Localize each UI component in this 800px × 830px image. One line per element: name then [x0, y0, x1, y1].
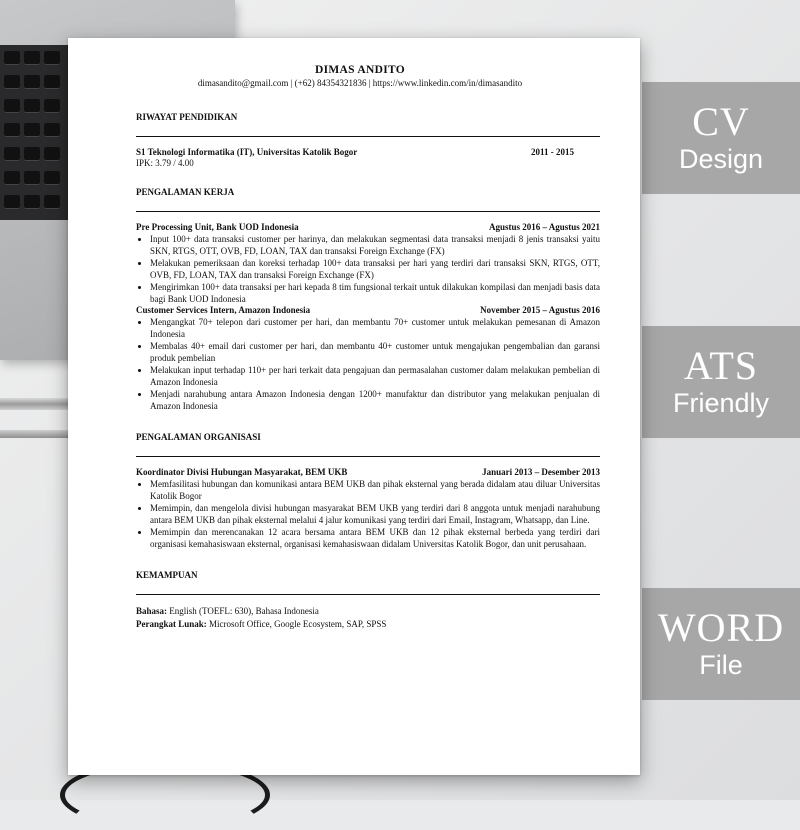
education-date: 2011 - 2015 [530, 147, 574, 157]
education-gpa: IPK: 3.79 / 4.00 [136, 158, 194, 168]
badge-ats-friendly [642, 326, 800, 438]
badge-ats-subtitle: Friendly [672, 388, 770, 418]
skills-language-label: Bahasa: [136, 606, 168, 616]
experience-bullet-list [136, 233, 600, 305]
experience-entry-heading [136, 222, 600, 232]
skills-software-label: Perangkat Lunak: [136, 619, 207, 629]
list-item: • Input 100+ data transaksi customer per harinya, dan melakukan segmentasi data transaksi menjadi 8 jenis transaksi yaitu SKN, RTGS, OTT, OVB, FD, LOAN, TAX dan transaksi Foreign Exchange (FX) [150, 233, 600, 257]
experience-entry-heading [136, 305, 600, 315]
list-item: • Mengirimkan 100+ data transaksi per hari kepada 8 tim fungsional terkait untuk dilakukan kompilasi dan menjadi basis data bagi Bank UOD Indonesia [150, 281, 600, 305]
list-item: • Melakukan input terhadap 110+ per hari terkait data pengajuan dan permasalahan customer dalam melakukan pembelian di Amazon Indonesia [150, 364, 600, 388]
badge-cv-title: CV [692, 99, 750, 144]
cv-name: DIMAS ANDITO [315, 64, 405, 76]
badge-cv-design [642, 82, 800, 194]
organization-bullet-list [136, 478, 600, 550]
section-title-skills: KEMAMPUAN [136, 570, 198, 580]
skills-language [136, 605, 600, 618]
section-title-education: RIWAYAT PENDIDIKAN [136, 112, 238, 122]
experience-date: November 2015 – Agustus 2016 [480, 305, 600, 315]
list-item: • Melakukan pemeriksaan dan koreksi terhadap 100+ data transaksi per hari yang terdiri dari transaksi SKN, RTGS, OTT, OVB, FD, LOAN, TAX dan transaksi Foreign Exchange (FX) [150, 257, 600, 281]
badge-word-file [642, 588, 800, 700]
experience-date: Agustus 2016 – Agustus 2021 [488, 222, 600, 232]
list-item: • Mengangkat 70+ telepon dari customer per hari, dan membantu 70+ customer untuk melakukan pemesanan di Amazon Indonesia [150, 316, 600, 340]
education-entry-heading [136, 147, 600, 157]
list-item: • Menjadi narahubung antara Amazon Indonesia dengan 1200+ manufaktur dan distributor yang melakukan penjualan di Amazon Indonesia [150, 388, 600, 412]
experience-bullet-list [136, 316, 600, 412]
badge-ats-title: ATS [683, 343, 759, 388]
skills-software [136, 618, 600, 631]
list-item: • Memimpin dan merencanakan 12 acara bersama antara BEM UKB dan 12 pihak eksternal berbeda yang terdiri dari organisasi kemahasiswaan eksternal, organisasi kemahasiswaan didalam Universitas Katolik Bogor, dan unit perusahaan. [150, 526, 600, 550]
organization-date: Januari 2013 – Desember 2013 [482, 467, 600, 477]
cv-document [68, 38, 640, 775]
skills-language-value: English (TOEFL: 630), Bahasa Indonesia [167, 606, 319, 616]
section-divider [136, 456, 600, 457]
list-item: • Membalas 40+ email dari customer per hari, dan membantu 40+ customer untuk mengajukan pengembalian dan garansi produk pembelian [150, 340, 600, 364]
section-divider [136, 136, 600, 137]
section-divider [136, 211, 600, 212]
list-item: • Memfasilitasi hubungan dan komunikasi antara BEM UKB dan pihak eksternal yang berada didalam atau diluar Universitas Katolik Bogor [150, 478, 600, 502]
section-divider [136, 594, 600, 595]
experience-role: Pre Processing Unit, Bank UOD Indonesia [136, 222, 299, 232]
organization-role: Koordinator Divisi Hubungan Masyarakat, BEM UKB [136, 467, 348, 477]
skills-software-value: Microsoft Office, Google Ecosystem, SAP, SPSS [206, 619, 387, 629]
laptop-keyboard [0, 45, 70, 220]
organization-entry-heading [136, 467, 600, 477]
list-item: • Memimpin, dan mengelola divisi hubungan masyarakat BEM UKB yang terdiri dari 8 anggota untuk menjadi narahubung antara BEM UKB dan pihak eksternal melalui 4 jalur komunikasi yang terdiri dari Email, Instagram, Whatsapp, dan Line. [150, 502, 600, 526]
section-title-organization: PENGALAMAN ORGANISASI [136, 432, 261, 442]
badge-word-subtitle: File [699, 650, 743, 680]
experience-role: Customer Services Intern, Amazon Indonesia [136, 305, 311, 315]
section-title-experience: PENGALAMAN KERJA [136, 187, 235, 197]
badge-word-title: WORD [657, 605, 785, 650]
education-degree: S1 Teknologi Informatika (IT), Universitas Katolik Bogor [136, 147, 358, 157]
cv-contact: dimasandito@gmail.com | (+62) 84354321836 | https://www.linkedin.com/in/dimasandito [197, 78, 523, 88]
badge-cv-subtitle: Design [678, 144, 764, 174]
